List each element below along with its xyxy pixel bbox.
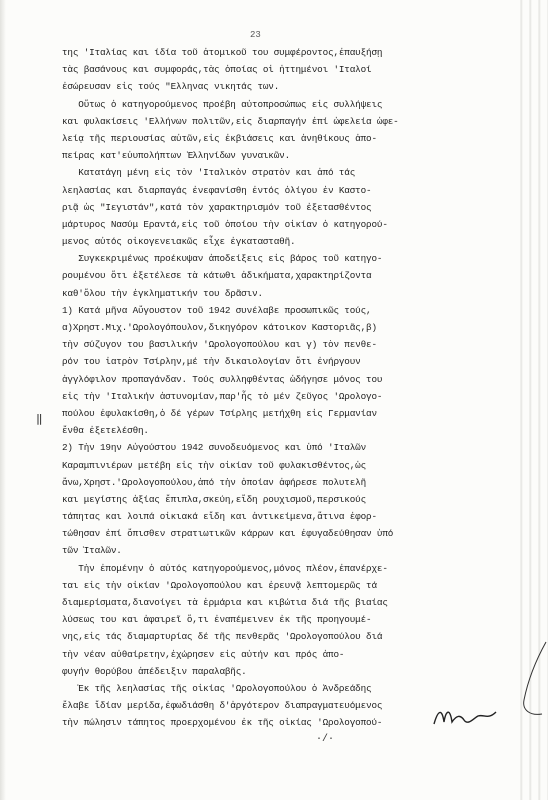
text-line: ἐσώρευσαν εἰς τούς "Ελληνας νικητάς των. xyxy=(62,81,280,93)
scan-edge-left xyxy=(0,0,6,800)
page-corner-curl xyxy=(506,640,548,720)
text-line: της 'Ιταλίας και ίδία τοῦ ἀτομικοῦ του συμφέροντος,ἐπαυξήσῃ xyxy=(62,47,383,58)
text-line: τὴν νέαν αὐθαίρετην,ἐχώρησεν εἰς αὐτήν και πρός ἀπο- xyxy=(62,648,345,660)
text-line: λεηλασίας και διαρπαγάς ἐνεφανίσθη ἐντός ὀλίγου ἐν Καστο- xyxy=(62,184,372,196)
text-line: ριᾷ ὡς "Ιεγιστάν",κατά τὸν χαρακτηρισμόν τοῦ ἐξετασθέντος xyxy=(62,201,372,213)
text-line: τῶν Ἰταλῶν. xyxy=(62,545,122,557)
text-line: 1) Κατά μῆνα Αὔγουστον τοῦ 1942 συνέλαβε προσωπικῶς τούς, xyxy=(62,304,372,316)
text-line: Καραμπινιέρων μετέβη εἰς τὴν οἰκίαν τοῦ φυλακισθέντος,ὡς xyxy=(62,459,367,471)
continuation-mark: ·/· xyxy=(316,734,335,745)
text-line: ἔλαβε ἴδίαν μερίδα,ἐφωδιάσθη δ'ἀργότερον διαπραγματευόμενος xyxy=(62,700,383,712)
text-line: εἰς τὴν 'Ιταλικήν ἀστυνομίαν,παρ'ἧς τὸ μέν ζεῦγος 'Ωρολογο- xyxy=(62,390,383,402)
text-line: και μεγίστης ἀξίας ἔπιπλα,σκεύη,εἴδη ρουχισμοῦ,περσικούς xyxy=(62,493,367,505)
margin-mark: ‖ xyxy=(36,414,43,426)
text-line: ρόν του ἰατρὸν Τσίρλην,μέ τὴν δικαιολογίαν ὅτι ἐνήργουν xyxy=(62,356,361,368)
text-line: πείρας κατ'εὐυπολήπτων Ἑλληνίδων γυναικῶν. xyxy=(62,150,291,162)
text-line: τὴν σύζυγον του βασιλικήν 'Ωρολογοπούλου και γ) τὸν πενθε- xyxy=(62,339,377,351)
handwritten-signature xyxy=(430,690,500,740)
text-line: Τὴν ἐπομένην ὁ αὐτός κατηγορούμενος,μόνος πλέον,ἐπανέρχε- xyxy=(62,562,388,574)
text-line: φυγήν θορύβου ἀπέδειξιν παραλαβῆς. xyxy=(62,665,247,677)
text-line: τώθησαν ἐπί ὄπισθεν στρατιωτικῶν κάρρων και ἐφυγαδεύθησαν ὑπό xyxy=(62,528,394,540)
text-line: ται εἰς τὴν οἰκίαν 'Ωρολογοπούλου και ἐρευνᾷ λεπτομερῶς τά xyxy=(62,579,377,591)
text-line: Οὕτως ὁ κατηγορούμενος προέβη αὐτοπροσώπως εἰς συλλήψεις xyxy=(62,98,383,110)
text-line: λύσεως του και ἀφαιρεῖ ὅ,τι ἐναπέμεινεν ἐκ τῆς προηγουμέ- xyxy=(62,614,372,626)
text-line: ρουμένου ὅτι ἐξετέλεσε τὰ κάτωθι ἀδικήματα,χαρακτηρίζοντα xyxy=(62,270,372,282)
text-line: μάρτυρος Νασύμ Εραντά,εἰς τοῦ ὁποίου τὴν οἰκίαν ὁ κατηγορού- xyxy=(62,218,388,230)
text-line: 2) Τὴν 19ην Αὐγούστου 1942 συνοδευόμενος και ὑπό 'Ιταλῶν xyxy=(62,442,367,454)
text-line: νης,εἰς τάς διαμαρτυρίας δέ τῆς πενθερᾶς 'Ωρολογοπούλου διά xyxy=(62,631,383,643)
text-line: Ἐκ τῆς λεηλασίας τῆς οἰκίας 'Ωρολογοπούλου ὁ Ἀνδρεάδης xyxy=(62,682,372,694)
text-line: και φυλακίσεις 'Ελλήνων πολιτῶν,εἰς διαρπαγήν ἐπί ὠφελεία ὠφε- xyxy=(62,115,399,127)
text-line: μενος αὐτός οἰκογενειακῶς εἶχε ἐγκατασταθῆ. xyxy=(62,236,296,248)
text-line: τάπητας και λοιπά οἰκιακά εἴδη και ἀντικείμενα,ἅτινα ἐφορ- xyxy=(62,511,377,523)
text-line: λείᾳ τῆς περιουσίας αὐτῶν,εἰς ἐκβιάσεις και ἀνηθίκους ἀπο- xyxy=(62,132,377,144)
text-line: ἔνθα ἐξετελέσθη. xyxy=(62,425,149,437)
text-line: διαμερίσματα,διανοίγει τὰ ἑρμάρια και κιβώτια διά τῆς βιαίας xyxy=(62,597,388,608)
text-line: α)Χρηστ.Μιχ.'Ωρολογόπουλον,δικηγόρον κάτοικον Καστοριᾶς,β) xyxy=(62,322,377,333)
text-line: τὴν πώλησιν τάπητος προερχομένου ἐκ τῆς οἰκίας 'Ωρολογοπού- xyxy=(62,717,383,729)
text-line: ἄνω,Χρηστ.'Ωρολογοπούλου,ἀπό τὴν ὁποίαν ἀφήρεσε πολυτελῆ xyxy=(62,476,367,488)
page-number-mark: 23 xyxy=(250,30,261,40)
text-line: πούλου ἐφυλακίσθη,ὁ δέ γέρων Τσίρλης μετήχθη εἰς Γερμανίαν xyxy=(62,407,377,419)
text-line: ἀγγλόφιλον προπαγάνδαν. Τούς συλληφθέντας ὡδήγησε μόνος του xyxy=(62,373,383,385)
text-line: τὰς βασάνους και συμφοράς,τὰς ὁποίας οἱ ἡττημένοι 'Ιταλοί xyxy=(62,64,372,76)
text-line: καθ'ὅλου τὴν ἐγκληματικήν του δρᾶσιν. xyxy=(62,287,263,299)
text-line: Κατατάγη μένη εἰς τὸν 'Ιταλικὸν στρατὸν και ἀπό τάς xyxy=(62,167,356,179)
text-line: Συγκεκριμένως προέκυψαν ἀποδείξεις εἰς βάρος τοῦ κατηγο- xyxy=(62,253,383,265)
document-body-text xyxy=(62,44,482,732)
